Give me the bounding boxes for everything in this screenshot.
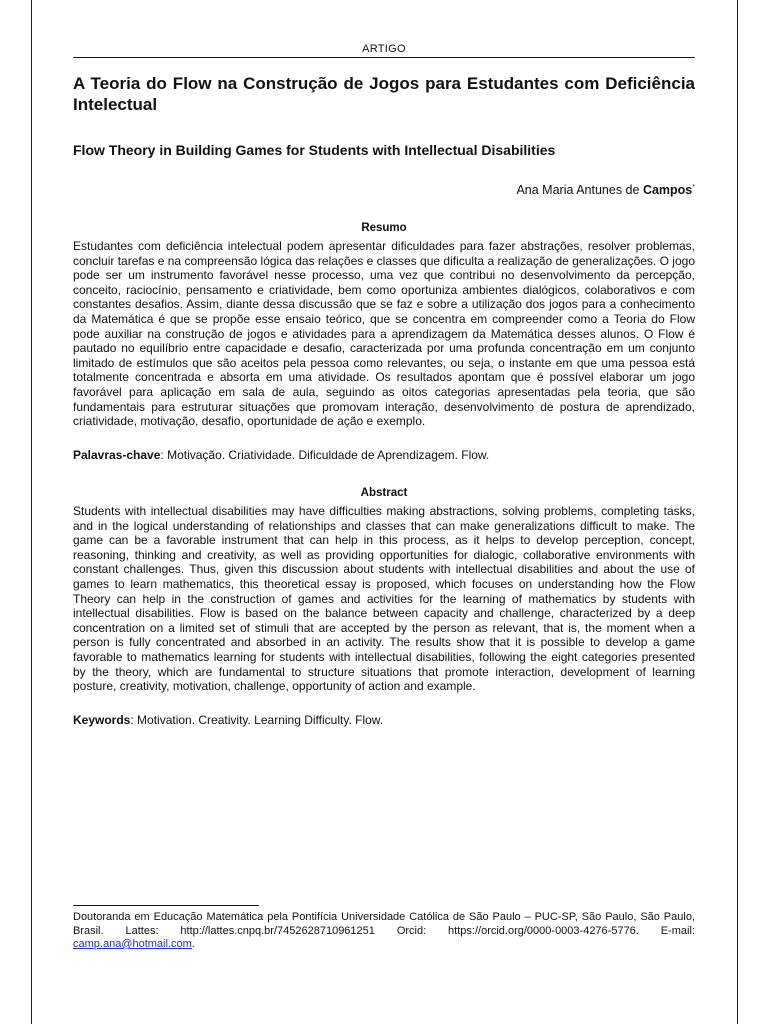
resumo-keywords-list: : Motivação. Criatividade. Dificuldade de Aprendizagem. Flow.	[160, 448, 490, 462]
page-border-right	[737, 0, 738, 1024]
footnote-text: Doutoranda em Educação Matemática pela Pontifícia Universidade Católica de São Paulo – PUC-SP, São Paulo, São Paulo, Brasil. Lattes: http://lattes.cnpq.br/7452628710961251 Orcid: https://orcid.org/0000-0003-4276-5776. E-mail:	[73, 911, 695, 937]
author-footnote-marker: *	[692, 183, 695, 191]
abstract-keywords-label: Keywords	[73, 713, 131, 727]
resumo-keywords-label: Palavras-chave	[73, 448, 161, 462]
author-surname: Campos	[642, 183, 693, 197]
header-rule	[73, 57, 695, 58]
author-footnote	[73, 911, 695, 952]
resumo-body: Estudantes com deficiência intelectual podem apresentar dificuldades para fazer abstrações, resolver problemas, concluir tarefas e na compreensão lógica das relações e classes que dificulta a realização de generalizações. O jogo pode ser um instrumento favorável nesse processo, uma vez que contribui no desenvolvimento da percepção, conceito, raciocínio, pensamento e criatividade, bem como oportuniza ambientes dialógicos, colaborativos e com constantes desafios. Assim, diante dessa discussão que se faz e sobre a utilização dos jogos para a conhecimento da Matemática é que se propõe esse ensaio teórico, que se concentra em compreender como a Teoria do Flow pode auxiliar na construção de jogos e atividades para a aprendizagem da Matemática desses alunos. O Flow é pautado no equilíbrio entre capacidade e desafio, caracterizada por uma profunda concentração em um conjunto limitado de estímulos que são aceitos pela pessoa como relevantes, ou seja, o instante em que uma pessoa está totalmente concentrada e absorta em uma atividade. Os resultados apontam que é possível elaborar um jogo favorável para aplicação em sala de aula, seguindo as oitos categorias apresentadas pela teoria, que são fundamentais para estruturar situações que promovam interação, desenvolvimento de postura de aprendizado, criatividade, motivação, desafio, oportunidade de ação e exemplo.	[73, 239, 695, 429]
resumo-keywords	[73, 448, 695, 463]
abstract-heading: Abstract	[360, 487, 408, 499]
footnote-end: .	[191, 938, 195, 950]
page-border-left	[31, 0, 32, 1024]
article-title-portuguese: A Teoria do Flow na Construção de Jogos para Estudantes com Deficiência Intelectual	[73, 74, 695, 114]
article-title-english: Flow Theory in Building Games for Students with Intellectual Disabilities	[73, 142, 556, 158]
abstract-keywords-list: : Motivation. Creativity. Learning Difficulty. Flow.	[130, 713, 384, 727]
author-line	[73, 183, 695, 197]
email-link[interactable]: camp.ana@hotmail.com	[73, 938, 192, 950]
author-given-names: Ana Maria Antunes de	[516, 183, 640, 197]
resumo-heading: Resumo	[361, 222, 407, 234]
abstract-keywords	[73, 713, 695, 728]
section-label: ARTIGO	[362, 43, 406, 55]
footnote-rule	[73, 905, 259, 906]
abstract-body: Students with intellectual disabilities may have difficulties making abstractions, solving problems, completing tasks, and in the logical understanding of relationships and classes that can make generalizations difficult to make. The game can be a favorable instrument that can help in this process, as it helps to develop perception, concept, reasoning, thinking and creativity, as well as providing opportunities for dialogic, collaborative environments with constant challenges. Thus, given this discussion about students with intellectual disabilities and about the use of games to learn mathematics, this theoretical essay is proposed, which focuses on understanding how the Flow Theory can help in the construction of games and activities for the learning of mathematics by students with intellectual disabilities. Flow is based on the balance between capacity and challenge, characterized by a deep concentration on a limited set of stimuli that are accepted by the person as relevant, that is, the moment when a person is fully concentrated and absorbed in an activity. The results show that it is possible to develop a game favorable to mathematics learning for students with intellectual disabilities, following the eight categories presented by the theory, which are fundamental to structure situations that promote interaction, development of learning posture, creativity, motivation, challenge, opportunity of action and example.	[73, 504, 695, 694]
